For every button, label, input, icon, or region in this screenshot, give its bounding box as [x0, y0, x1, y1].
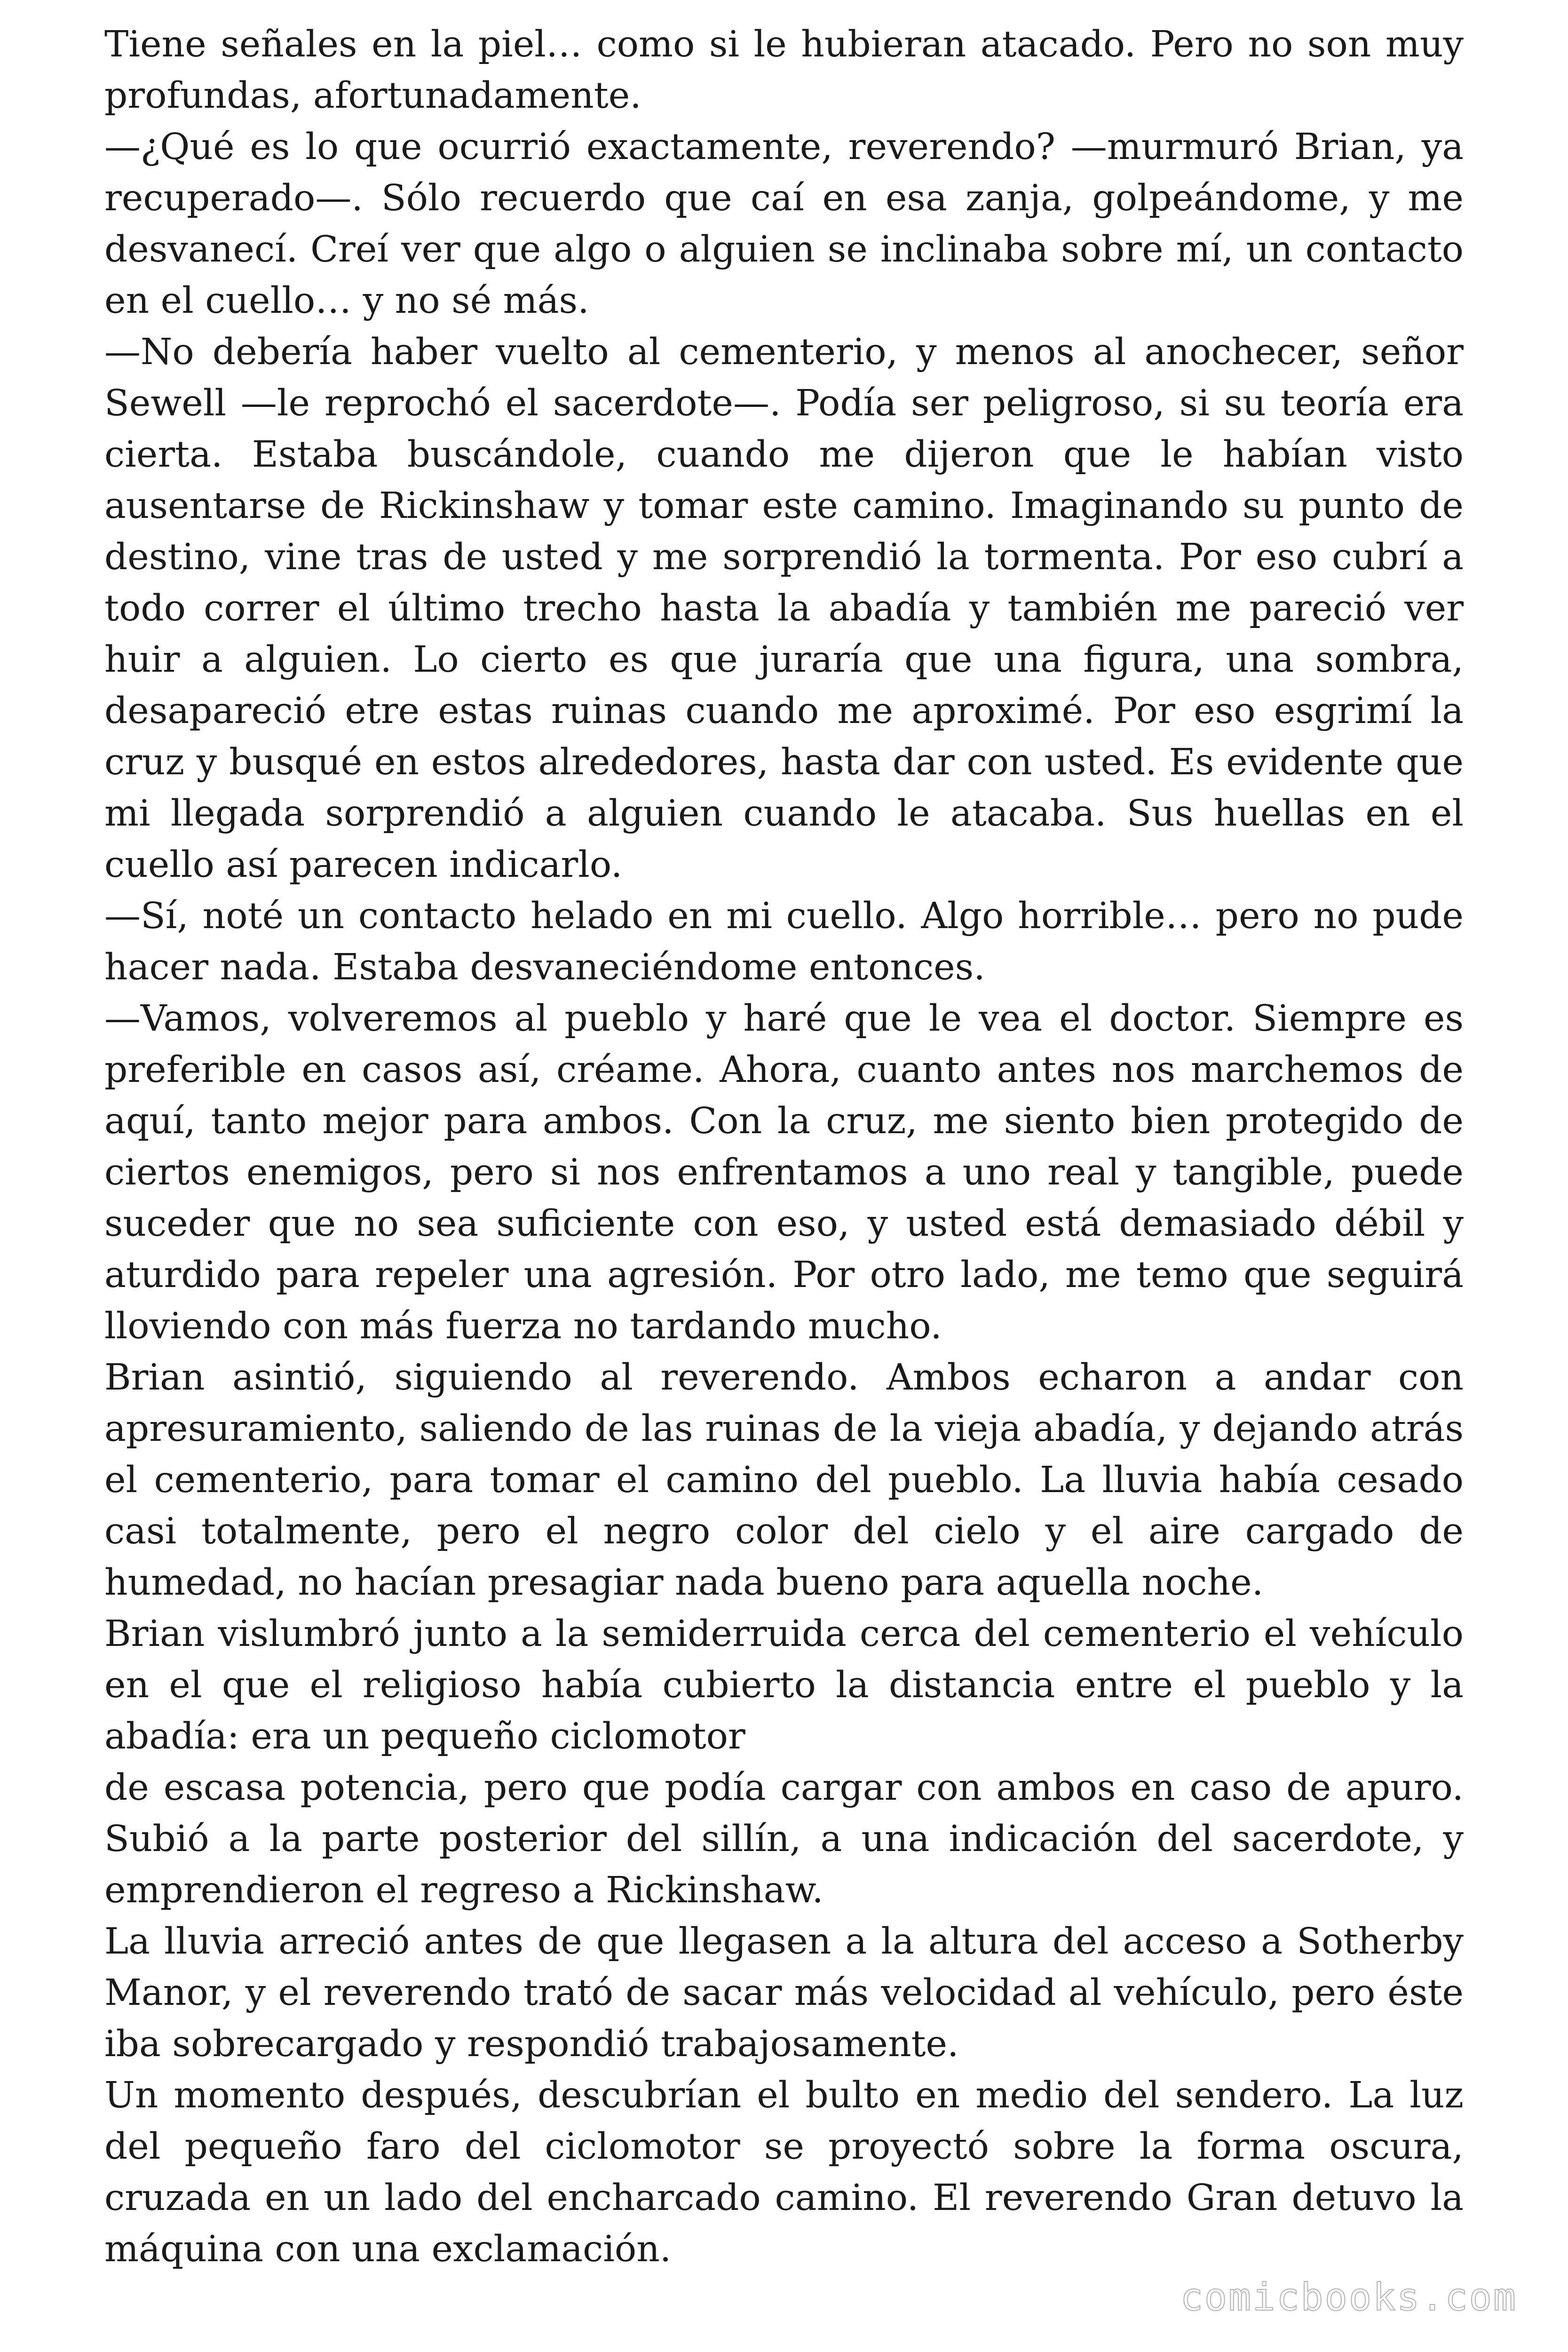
paragraph-8: de escasa potencia, pero que podía cargar con ambos en caso de apuro. Subió a la parte posterior del sillín, a una indicación del sacerdote, y emprendieron el regreso a Rickinshaw.	[104, 1767, 1464, 1911]
paragraph-1: Tiene señales en la piel… como si le hubieran atacado. Pero no son muy profundas, afortunadamente.	[104, 24, 1464, 117]
watermark: comicbooks.com	[1180, 2275, 1517, 2319]
paragraph-4: —Sí, noté un contacto helado en mi cuello. Algo horrible… pero no pude hacer nada. Estaba desvaneciéndome entonces.	[104, 895, 1464, 988]
paragraph-6: Brian asintió, siguiendo al reverendo. Ambos echaron a andar con apresuramiento, saliendo de las ruinas de la vieja abadía, y dejando atrás el cementerio, para tomar el camino del pueblo. La lluvia había cesado casi totalmente, pero el negro color del cielo y el aire cargado de humedad, no hacían presagiar nada bueno para aquella noche.	[104, 1357, 1464, 1604]
paragraph-7: Brian vislumbró junto a la semiderruida cerca del cementerio el vehículo en el que el religioso había cubierto la distancia entre el pueblo y la abadía: era un pequeño ciclomotor	[104, 1613, 1464, 1757]
paragraph-9: La lluvia arreció antes de que llegasen a la altura del acceso a Sotherby Manor, y el reverendo trató de sacar más velocidad al vehículo, pero éste iba sobrecargado y respondió trabajosamente.	[104, 1921, 1464, 2065]
paragraph-3: —No debería haber vuelto al cementerio, y menos al anochecer, señor Sewell —le reprochó el sacerdote—. Podía ser peligroso, si su teoría era cierta. Estaba buscándole, cuando me dijeron que le habían visto ausentarse de Rickinshaw y tomar este camino. Imaginando su punto de destino, vine tras de usted y me sorprendió la tormenta. Por eso cubrí a todo correr el último trecho hasta la abadía y también me pareció ver huir a alguien. Lo cierto es que juraría que una figura, una sombra, desapareció etre estas ruinas cuando me aproximé. Por eso esgrimí la cruz y busqué en estos alrededores, hasta dar con usted. Es evidente que mi llegada sorprendió a alguien cuando le atacaba. Sus huellas en el cuello así parecen indicarlo.	[104, 331, 1464, 886]
paragraph-10: Un momento después, descubrían el bulto en medio del sendero. La luz del pequeño faro del ciclomotor se proyectó sobre la forma oscura, cruzada en un lado del encharcado camino. El reverendo Gran detuvo la máquina con una exclamación.	[104, 2074, 1464, 2270]
page-text-body	[104, 19, 1464, 2275]
paragraph-2: —¿Qué es lo que ocurrió exactamente, reverendo? —murmuró Brian, ya recuperado—. Sólo recuerdo que caí en esa zanja, golpeándome, y me desvanecí. Creí ver que algo o alguien se inclinaba sobre mí, un contacto en el cuello… y no sé más.	[104, 126, 1464, 322]
paragraph-5: —Vamos, volveremos al pueblo y haré que le vea el doctor. Siempre es preferible en casos así, créame. Ahora, cuanto antes nos marchemos de aquí, tanto mejor para ambos. Con la cruz, me siento bien protegido de ciertos enemigos, pero si nos enfrentamos a uno real y tangible, puede suceder que no sea suficiente con eso, y usted está demasiado débil y aturdido para repeler una agresión. Por otro lado, me temo que seguirá lloviendo con más fuerza no tardando mucho.	[104, 998, 1464, 1347]
